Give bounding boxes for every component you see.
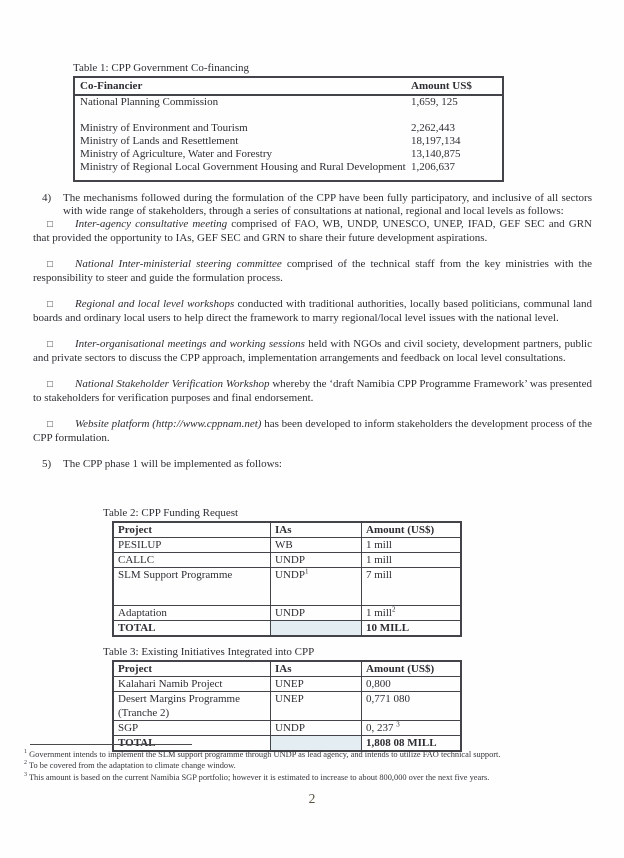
bullet-text: whereby the ‘draft Namibia CPP Programme Framework’ was presented to stakeholders for verification purposes and final endorsement. (33, 378, 592, 404)
table1-caption: Table 1: CPP Government Co-financing (73, 62, 250, 74)
footnote-number: 3 (24, 771, 27, 778)
table-row (113, 553, 461, 568)
footnote-2 (24, 760, 602, 771)
table-row (113, 568, 461, 606)
bullet-paragraph (33, 298, 592, 325)
header-project: Project (113, 522, 271, 538)
footnote-3 (24, 772, 602, 783)
ia-cell: UNEP (271, 677, 362, 692)
ia-cell (271, 568, 362, 606)
cofinancier-name: Ministry of Environment and Tourism (80, 122, 248, 134)
table-row (75, 148, 502, 161)
footnote-text: Government intends to implement the SLM support programme through UNDP as lead agency, and intends to utilize FAO technical support. (27, 750, 501, 759)
table-row (113, 677, 461, 692)
project-cell: PESILUP (113, 538, 271, 553)
bullet-text: held with NGOs and civil society, development partners, public and private sectors to discuss the CPP approach, implementation arrangements and feedback on local level consultations. (33, 338, 592, 364)
project-cell: Adaptation (113, 606, 271, 621)
cofinancier-amount: 1,659, 125 (411, 96, 458, 108)
ia-cell: UNDP (271, 606, 362, 621)
cofinancier-amount: 18,197,134 (411, 135, 461, 147)
table1-header-cofinancier: Co-Financier (80, 80, 143, 92)
cofinancier-name: Ministry of Agriculture, Water and Forestry (80, 148, 272, 160)
amount-cell (362, 721, 462, 736)
ia-value: UNDP (275, 569, 305, 581)
bullet-lead-italic: National Stakeholder Verification Workshop (75, 378, 270, 390)
bullet-lead-italic: Inter-organisational meetings and working sessions (75, 338, 305, 350)
table1-header-amount: Amount US$ (411, 80, 472, 92)
bullet-square-icon: □ (47, 220, 53, 230)
ia-cell: WB (271, 538, 362, 553)
table-row (75, 161, 502, 174)
table-header-row (113, 522, 461, 538)
header-amount: Amount (US$) (362, 661, 462, 677)
table-row-blank (75, 109, 502, 122)
amount-cell (362, 606, 462, 621)
bullet-square-icon: □ (47, 340, 53, 350)
footnote-ref-2: 2 (391, 605, 396, 614)
amount-cell: 1 mill (362, 553, 462, 568)
table3-caption: Table 3: Existing Initiatives Integrated into CPP (103, 646, 315, 658)
ia-cell: UNEP (271, 692, 362, 721)
project-cell: CALLC (113, 553, 271, 568)
project-cell: SLM Support Programme (113, 568, 271, 606)
total-label: TOTAL (113, 736, 271, 752)
bullet-text: has been developed to inform stakeholders the development process of the CPP formulation. (33, 418, 592, 444)
table-row (113, 606, 461, 621)
numbered-item-4 (42, 192, 592, 218)
amount-cell: 0,771 080 (362, 692, 462, 721)
amount-cell: 1 mill (362, 538, 462, 553)
header-amount: Amount (US$) (362, 522, 462, 538)
table-row (75, 135, 502, 148)
funding-tables-section (103, 506, 462, 752)
table2-cpp-funding-request (112, 521, 462, 637)
bullet-paragraph (33, 378, 592, 405)
table-row (113, 538, 461, 553)
table-row (113, 721, 461, 736)
item-text: The CPP phase 1 will be implemented as follows: (63, 458, 282, 470)
project-cell: Kalahari Namib Project (113, 677, 271, 692)
amount-value: 0, 237 (366, 722, 397, 734)
bullet-lead-italic: Website platform (http://www.cppnam.net) (75, 418, 262, 430)
bullet-paragraph (33, 418, 592, 445)
cofinancier-name: National Planning Commission (80, 96, 219, 108)
table1-header-row (75, 78, 502, 96)
bullet-paragraph (33, 218, 592, 245)
footnote-ref-3: 3 (396, 720, 400, 729)
item-text: The mechanisms followed during the formulation of the CPP have been fully participatory, and inclusive of all sectors with wide range of stakeholders, through a series of consultations at national, regional and local levels as follows: (63, 192, 592, 217)
bullet-lead-italic: Inter-agency consultative meeting (75, 218, 228, 230)
bullet-paragraph (33, 338, 592, 365)
table-header-row (113, 661, 461, 677)
footnote-text: To be covered from the adaptation to climate change window. (27, 761, 236, 771)
total-shaded-cell (271, 621, 362, 637)
cofinancier-name: Ministry of Regional Local Government Housing and Rural Development (80, 161, 406, 173)
header-project: Project (113, 661, 271, 677)
amount-cell: 7 mill (362, 568, 462, 606)
footnote-1 (24, 749, 602, 760)
table-total-row (113, 621, 461, 637)
bullet-paragraph (33, 258, 592, 285)
bullet-square-icon: □ (47, 380, 53, 390)
cofinancier-name: Ministry of Lands and Resettlement (80, 135, 239, 147)
total-amount: 1,808 08 MILL (362, 736, 462, 752)
total-amount: 10 MILL (362, 621, 462, 637)
footnote-ref-1: 1 (304, 567, 309, 576)
cofinancier-amount: 1,206,637 (411, 161, 455, 173)
footnote-number: 1 (24, 749, 27, 756)
bullet-text: comprised of the technical staff from the key ministries with the responsibility to steer and guide the formulation process. (33, 258, 592, 284)
table-row (75, 96, 502, 109)
cofinancier-amount: 13,140,875 (411, 148, 461, 160)
total-label: TOTAL (113, 621, 271, 637)
footnote-number: 2 (24, 760, 27, 767)
numbered-item-5 (42, 458, 592, 471)
table-row (113, 692, 461, 721)
table1 (73, 76, 504, 182)
table1-section (73, 61, 504, 182)
amount-cell: 0,800 (362, 677, 462, 692)
table2-caption: Table 2: CPP Funding Request (103, 507, 239, 519)
bullet-text: comprised of FAO, WB, UNDP, UNESCO, UNEP, IFAD, GEF SEC and GRN that provided the opportunity to IAs, GEF SEC and GRN to share their future development aspirations. (33, 218, 592, 244)
header-ias: IAs (271, 522, 362, 538)
ia-cell: UNDP (271, 721, 362, 736)
header-ias: IAs (271, 661, 362, 677)
bullet-square-icon: □ (47, 420, 53, 430)
footnotes-section (24, 744, 602, 783)
project-cell: Desert Margins Programme (Tranche 2) (113, 692, 271, 721)
table-row (75, 122, 502, 135)
project-cell: SGP (113, 721, 271, 736)
table3-existing-initiatives (112, 660, 462, 752)
ia-cell: UNDP (271, 553, 362, 568)
body-text-section (33, 192, 592, 471)
bullet-square-icon: □ (47, 260, 53, 270)
amount-value: 1 mill (366, 607, 392, 619)
bullet-text: conducted with traditional authorities, locally based politicians, communal land boards and ordinary local users to help direct the framework to marry regional/local level issues with the national level. (33, 298, 593, 324)
bullet-lead-italic: National Inter-ministerial steering committee (75, 258, 282, 270)
item-number: 4) (42, 192, 52, 204)
bullet-square-icon: □ (47, 300, 53, 310)
bullet-lead-italic: Regional and local level workshops (75, 298, 235, 310)
cofinancier-amount: 2,262,443 (411, 122, 455, 134)
footnote-text: This amount is based on the current Namibia SGP portfolio; however it is estimated to increase to about 800,000 over the next five years. (27, 772, 490, 782)
footnote-separator (30, 744, 192, 745)
page-number: 2 (308, 791, 316, 806)
item-number: 5) (42, 458, 52, 470)
